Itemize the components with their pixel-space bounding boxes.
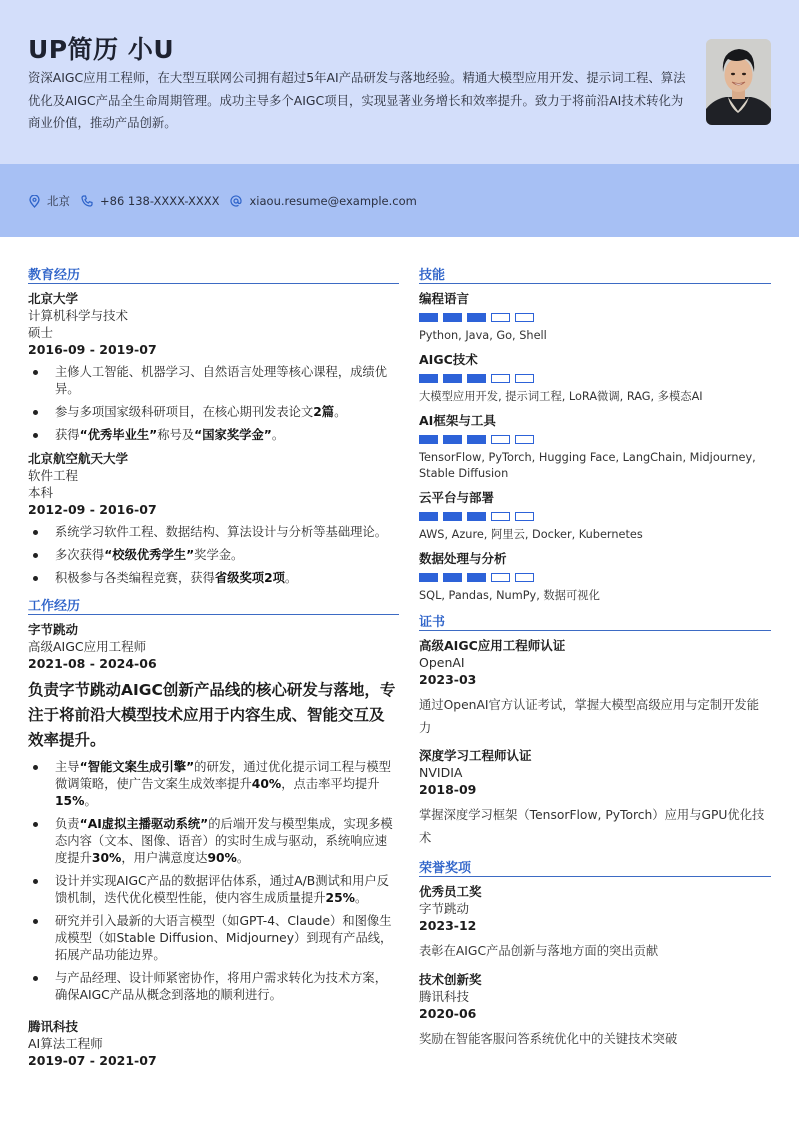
skill-entry bbox=[419, 351, 771, 405]
award-issuer: 字节跳动 bbox=[419, 901, 470, 916]
section-title-certificates: 证书 bbox=[419, 611, 771, 631]
award-issuer: 腾讯科技 bbox=[419, 988, 470, 1004]
skill-level-empty bbox=[491, 435, 510, 444]
skill-level-filled bbox=[467, 313, 486, 322]
bullet-item: 多次获得“校级优秀学生”奖学金。 bbox=[28, 547, 399, 564]
bullet-list bbox=[28, 524, 399, 587]
skill-level-filled bbox=[419, 573, 438, 582]
certificate-desc: 掌握深度学习框架（TensorFlow, PyTorch）应用与GPU优化技术 bbox=[419, 808, 765, 845]
certificate-desc: 通过OpenAI官方认证考试，掌握大模型高级应用与定制开发能力 bbox=[419, 698, 760, 735]
skill-name: 数据处理与分析 bbox=[419, 551, 507, 566]
email-link[interactable]: xiaou.resume@example.com bbox=[249, 194, 417, 208]
skill-desc: TensorFlow, PyTorch, Hugging Face, LangChain, Midjourney, Stable Diffusion bbox=[419, 451, 756, 480]
award-name: 优秀员工奖 bbox=[419, 884, 482, 899]
date-range: 2012-09 - 2016-07 bbox=[28, 502, 157, 517]
skill-level-filled bbox=[443, 512, 462, 521]
school-name: 北京大学 bbox=[28, 291, 79, 306]
skill-level-empty bbox=[515, 512, 534, 521]
skill-desc: AWS, Azure, 阿里云, Docker, Kubernetes bbox=[419, 528, 643, 541]
bullet-item: 积极参与各类编程竞赛，获得省级奖项2项。 bbox=[28, 570, 399, 587]
award-date: 2023-12 bbox=[419, 918, 477, 933]
section-title-skills: 技能 bbox=[419, 264, 771, 284]
skill-level-empty bbox=[515, 573, 534, 582]
job-title: AI算法工程师 bbox=[28, 1036, 103, 1051]
certificate-entry bbox=[419, 637, 771, 739]
award-entry bbox=[419, 971, 771, 1051]
at-sign-icon bbox=[230, 195, 242, 207]
date-range: 2016-09 - 2019-07 bbox=[28, 342, 157, 357]
skill-level-empty bbox=[515, 435, 534, 444]
school-name: 北京航空航天大学 bbox=[28, 451, 129, 466]
education-section bbox=[28, 264, 399, 587]
header bbox=[0, 0, 799, 164]
contact-phone bbox=[81, 194, 219, 208]
skill-level-filled bbox=[419, 374, 438, 383]
certificate-issuer: NVIDIA bbox=[419, 765, 463, 780]
bullet-item: 系统学习软件工程、数据结构、算法设计与分析等基础理论。 bbox=[28, 524, 399, 541]
major: 计算机科学与技术 bbox=[28, 308, 129, 323]
skill-level-empty bbox=[515, 313, 534, 322]
phone-icon bbox=[81, 195, 93, 207]
skill-entry bbox=[419, 412, 771, 482]
work-entry bbox=[28, 1018, 399, 1069]
work-section bbox=[28, 595, 399, 1069]
skill-name: 编程语言 bbox=[419, 291, 470, 306]
skill-level-filled bbox=[443, 313, 462, 322]
certificate-date: 2023-03 bbox=[419, 672, 477, 687]
bullet-item: 与产品经理、设计师紧密协作，将用户需求转化为技术方案，确保AIGC产品从概念到落地的顺利进行。 bbox=[28, 970, 399, 1004]
skill-level-filled bbox=[443, 374, 462, 383]
left-column bbox=[28, 264, 399, 1069]
skill-level-filled bbox=[467, 374, 486, 383]
skill-level-empty bbox=[491, 512, 510, 521]
certificate-entry bbox=[419, 747, 771, 849]
bullet-list bbox=[28, 759, 399, 1004]
skill-entry bbox=[419, 550, 771, 604]
skill-name: AIGC技术 bbox=[419, 352, 478, 367]
bullet-list bbox=[28, 364, 399, 444]
contact-info bbox=[29, 193, 428, 209]
skill-level-filled bbox=[443, 435, 462, 444]
degree: 硕士 bbox=[28, 325, 54, 340]
map-pin-icon bbox=[29, 195, 40, 208]
bullet-item: 获得“优秀毕业生”称号及“国家奖学金”。 bbox=[28, 427, 399, 444]
skill-level-filled bbox=[419, 313, 438, 322]
award-entry bbox=[419, 883, 771, 963]
right-column bbox=[419, 264, 771, 1058]
bullet-item: 参与多项国家级科研项目，在核心期刊发表论文2篇。 bbox=[28, 404, 399, 421]
candidate-name: UP简历 小U bbox=[28, 35, 175, 64]
job-title: 高级AIGC应用工程师 bbox=[28, 639, 147, 654]
bullet-item: 主导“智能文案生成引擎”的研发，通过优化提示词工程与模型微调策略，使广告文案生成效率提升40%，点击率平均提升15%。 bbox=[28, 759, 399, 810]
work-intro: 负责字节跳动AIGC创新产品线的核心研发与落地，专注于将前沿大模型技术应用于内容生成、智能交互及效率提升。 bbox=[28, 681, 396, 749]
education-entry bbox=[28, 290, 399, 444]
skill-desc: Python, Java, Go, Shell bbox=[419, 329, 547, 342]
section-title-work: 工作经历 bbox=[28, 595, 399, 615]
skills-section bbox=[419, 264, 771, 604]
skill-level-bar bbox=[419, 573, 771, 582]
work-entry bbox=[28, 621, 399, 1004]
skill-level-empty bbox=[491, 573, 510, 582]
skill-level-filled bbox=[419, 435, 438, 444]
avatar-photo-icon bbox=[706, 39, 771, 125]
award-date: 2020-06 bbox=[419, 1005, 477, 1021]
phone-text[interactable]: +86 138-XXXX-XXXX bbox=[100, 194, 220, 208]
company-name: 字节跳动 bbox=[28, 622, 79, 637]
skill-level-empty bbox=[491, 313, 510, 322]
award-desc: 表彰在AIGC产品创新与落地方面的突出贡献 bbox=[419, 944, 659, 958]
certificate-name: 高级AIGC应用工程师认证 bbox=[419, 638, 566, 653]
skill-desc: SQL, Pandas, NumPy, 数据可视化 bbox=[419, 589, 600, 602]
education-entry bbox=[28, 450, 399, 587]
bullet-item: 研究并引入最新的大语言模型（如GPT-4、Claude）和图像生成模型（如Stable Diffusion、Midjourney）到现有产品线，拓展产品功能边界。 bbox=[28, 913, 399, 964]
certificate-date: 2018-09 bbox=[419, 782, 477, 797]
bullet-item: 负责“AI虚拟主播驱动系统”的后端开发与模型集成，实现多模态内容（文本、图像、语音）的实时生成与驱动，系统响应速度提升30%，用户满意度达90%。 bbox=[28, 816, 399, 867]
skill-level-bar bbox=[419, 374, 771, 383]
skill-level-filled bbox=[443, 573, 462, 582]
certificate-name: 深度学习工程师认证 bbox=[419, 748, 532, 763]
skill-level-filled bbox=[419, 512, 438, 521]
skill-level-filled bbox=[467, 573, 486, 582]
skill-name: 云平台与部署 bbox=[419, 490, 495, 505]
company-name: 腾讯科技 bbox=[28, 1019, 79, 1034]
skill-level-bar bbox=[419, 313, 771, 322]
degree: 本科 bbox=[28, 485, 54, 500]
skill-level-empty bbox=[515, 374, 534, 383]
certificate-issuer: OpenAI bbox=[419, 655, 465, 670]
awards-section bbox=[419, 857, 771, 1050]
skill-level-filled bbox=[467, 435, 486, 444]
skill-desc: 大模型应用开发, 提示词工程, LoRA微调, RAG, 多模态AI bbox=[419, 390, 703, 403]
major: 软件工程 bbox=[28, 468, 79, 483]
skill-level-bar bbox=[419, 435, 771, 444]
skill-level-filled bbox=[467, 512, 486, 521]
skill-level-empty bbox=[491, 374, 510, 383]
section-title-education: 教育经历 bbox=[28, 264, 399, 284]
skill-level-bar bbox=[419, 512, 771, 521]
date-range: 2019-07 - 2021-07 bbox=[28, 1053, 157, 1068]
skill-name: AI框架与工具 bbox=[419, 413, 496, 428]
avatar bbox=[706, 39, 771, 125]
award-name: 技术创新奖 bbox=[419, 971, 482, 987]
location-text: 北京 bbox=[47, 194, 70, 208]
contact-location bbox=[29, 193, 70, 209]
date-range: 2021-08 - 2024-06 bbox=[28, 656, 157, 671]
bullet-item: 主修人工智能、机器学习、自然语言处理等核心课程，成绩优异。 bbox=[28, 364, 399, 398]
contact-email bbox=[230, 194, 416, 208]
bullet-item: 设计并实现AIGC产品的数据评估体系，通过A/B测试和用户反馈机制，迭代优化模型性能，使内容生成质量提升25%。 bbox=[28, 873, 399, 907]
certificates-section bbox=[419, 611, 771, 849]
profile-summary: 资深AIGC应用工程师，在大型互联网公司拥有超过5年AI产品研发与落地经验。精通大模型应用开发、提示词工程、算法优化及AIGC产品全生命周期管理。成功主导多个AIGC项目，实现显著业务增长和效率提升。致力于将前沿AI技术转化为商业价值，推动产品创新。 bbox=[28, 70, 686, 130]
section-title-awards: 荣誉奖项 bbox=[419, 857, 771, 877]
award-desc: 奖励在智能客服问答系统优化中的关键技术突破 bbox=[419, 1031, 678, 1046]
skill-entry bbox=[419, 290, 771, 344]
skill-entry bbox=[419, 489, 771, 543]
